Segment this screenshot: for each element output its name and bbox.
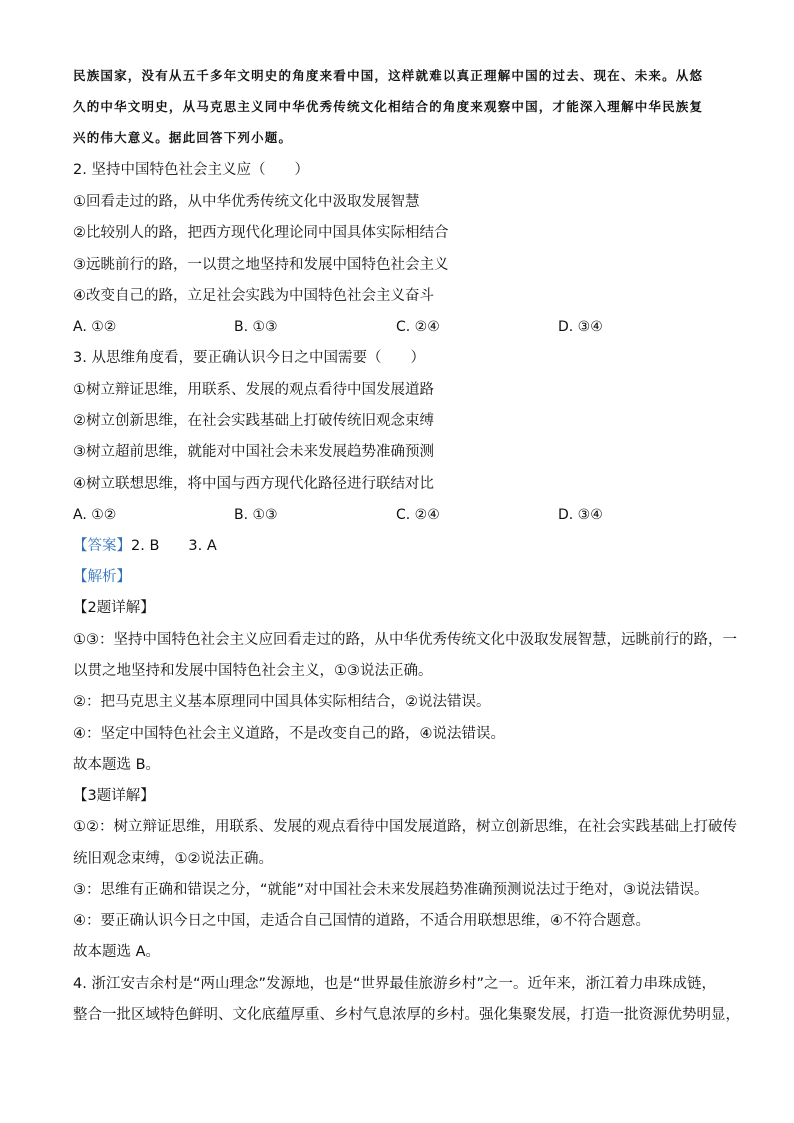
intro-line-3: 兴的伟大意义。据此回答下列小题。 <box>73 130 293 145</box>
analysis-tag: 【解析】 <box>73 569 131 585</box>
detail-2-line-5: 故本题选 B。 <box>73 757 161 773</box>
q4-line-1: 4. 浙江安吉余村是“两山理念”发源地，也是“世界最佳旅游乡村”之一。近年来，浙江着力串珠成链， <box>73 976 716 992</box>
answer-tag: 【答案】 <box>73 538 131 554</box>
q3-choice-a: A. ①② <box>73 507 117 523</box>
detail-3-tag: 【3题详解】 <box>73 788 155 804</box>
detail-2-line-2: 以贯之地坚持和发展中国特色社会主义，①③说法正确。 <box>73 663 433 679</box>
detail-3-line-3: ③：思维有正确和错误之分，“就能”对中国社会未来发展趋势准确预测说法过于绝对，③说法错误。 <box>73 882 709 898</box>
q3-item-4: ④树立联想思维，将中国与西方现代化路径进行联结对比 <box>73 476 434 492</box>
detail-3-line-1: ①②：树立辩证思维，用联系、发展的观点看待中国发展道路，树立创新思维，在社会实践基础上打破传 <box>73 819 737 835</box>
q3-choice-d: D. ③④ <box>558 507 603 523</box>
q2-item-2: ②比较别人的路，把西方现代化理论同中国具体实际相结合 <box>73 225 449 241</box>
q2-item-1: ①回看走过的路，从中华优秀传统文化中汲取发展智慧 <box>73 194 420 210</box>
detail-2-tag: 【2题详解】 <box>73 600 155 616</box>
detail-3-line-4: ④：要正确认识今日之中国，走适合自己国情的道路，不适合用联想思维，④不符合题意。 <box>73 913 650 929</box>
detail-2-line-3: ②：把马克思主义基本原理同中国具体实际相结合，②说法错误。 <box>73 694 491 710</box>
intro-line-1: 民族国家，没有从五千多年文明史的角度来看中国，这样就难以真正理解中国的过去、现在、未来。从悠 <box>73 68 704 83</box>
q2-item-3: ③远眺前行的路，一以贯之地坚持和发展中国特色社会主义 <box>73 257 449 273</box>
q4-line-2: 整合一批区域特色鲜明、文化底蕴厚重、乡村气息浓厚的乡村。强化集聚发展，打造一批资源优势明显， <box>73 1007 740 1023</box>
detail-2-line-4: ④：坚定中国特色社会主义道路，不是改变自己的路，④说法错误。 <box>73 726 505 742</box>
detail-2-line-1: ①③：坚持中国特色社会主义应回看走过的路，从中华优秀传统文化中汲取发展智慧，远眺前行的路，一 <box>73 632 737 648</box>
q2-stem: 2. 坚持中国特色社会主义应（ ） <box>73 162 309 178</box>
answer-line <box>73 536 217 556</box>
detail-3-line-2: 统旧观念束缚，①②说法正确。 <box>73 851 273 867</box>
q3-choice-b: B. ①③ <box>234 507 278 523</box>
answer-text: 2. B 3. A <box>131 538 217 554</box>
q2-choice-a: A. ①② <box>73 319 117 335</box>
q2-choice-d: D. ③④ <box>558 319 603 335</box>
q3-item-2: ②树立创新思维，在社会实践基础上打破传统旧观念束缚 <box>73 413 434 429</box>
q3-choice-c: C. ②④ <box>396 507 440 523</box>
intro-line-2: 久的中华文明史，从马克思主义同中华优秀传统文化相结合的角度来观察中国，才能深入理解中华民族复 <box>73 99 704 114</box>
q2-choice-b: B. ①③ <box>234 319 278 335</box>
q3-item-1: ①树立辩证思维，用联系、发展的观点看待中国发展道路 <box>73 382 434 398</box>
detail-3-line-5: 故本题选 A。 <box>73 944 161 960</box>
q3-stem: 3. 从思维角度看，要正确认识今日之中国需要（ ） <box>73 350 425 366</box>
q3-item-3: ③树立超前思维，就能对中国社会未来发展趋势准确预测 <box>73 444 434 460</box>
q2-choice-c: C. ②④ <box>396 319 440 335</box>
q2-item-4: ④改变自己的路，立足社会实践为中国特色社会主义奋斗 <box>73 288 434 304</box>
